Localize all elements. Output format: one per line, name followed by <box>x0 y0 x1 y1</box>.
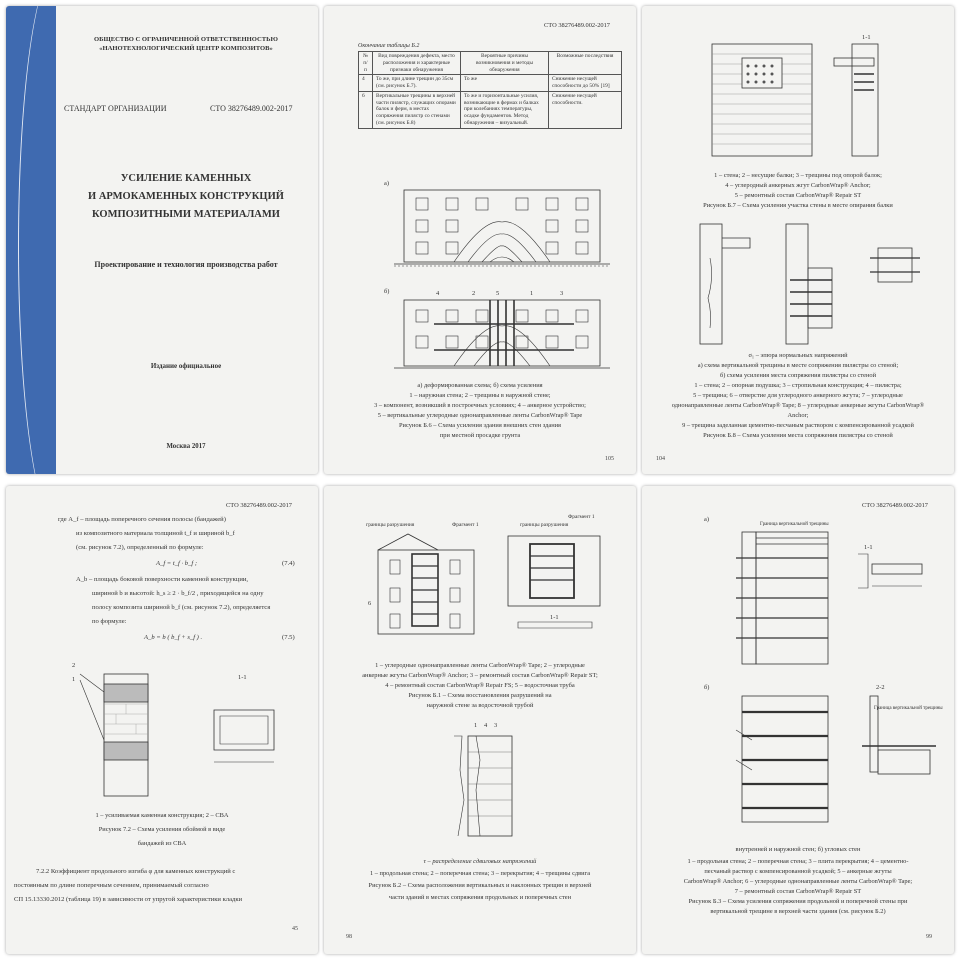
figure-title: Рисунок Б.8 – Схема усиления места сопряжения пилястры со стеной <box>703 432 893 439</box>
cell: То же, при длине трещин до 35см (см. рисунок Б.7). <box>373 75 461 92</box>
page-99[interactable] <box>642 486 954 954</box>
diagram-label: границы разрушения <box>520 522 569 528</box>
cover-std-label: СТАНДАРТ ОРГАНИЗАЦИИ <box>64 104 167 113</box>
beam-support-drawing <box>702 34 902 164</box>
figure-caption: 4 – ремонтный состав CarbonWrap® Repair FS; 5 – водосточная труба <box>385 682 575 689</box>
callout-1: 1 <box>474 722 478 729</box>
diagram-label: границы разрушения <box>366 522 415 528</box>
column-wrap-drawing <box>76 670 296 800</box>
fig-label-b: б) <box>384 288 390 295</box>
cell: 4 <box>359 75 373 92</box>
figure-caption: 7 – ремонтный состав CarbonWrap® Repair ST <box>734 888 862 895</box>
cover-org: ОБЩЕСТВО С ОГРАНИЧЕННОЙ ОТВЕТСТВЕННОСТЬЮ <box>94 36 278 43</box>
figure-title: Рисунок Б.1 – Схема восстановления разрушений на <box>408 692 552 699</box>
figure-caption: 5 – трещина; 6 – отверстие для углеродного анкерного жгута; 7 – углеродные <box>693 392 903 399</box>
page-number: 45 <box>292 926 298 932</box>
figure-caption: 9 – трещина заделанная цементно-песчаным раствором с компенсированной усадкой <box>682 422 914 429</box>
figure-caption: внутренней и наружной стен; б) угловых стен <box>735 846 861 853</box>
formula-number: (7.5) <box>282 634 295 641</box>
callout-3: 3 <box>560 290 564 297</box>
fig-callout-2: 2 <box>72 662 76 669</box>
table-header-row <box>359 52 622 75</box>
cover-city-year: Москва 2017 <box>166 443 206 450</box>
callout-3: 3 <box>494 722 498 729</box>
wall-junction-drawing-b <box>722 690 942 840</box>
text-line: A_b – площадь боковой поверхности каменной конструкции, <box>76 576 249 583</box>
cell: То же <box>461 75 549 92</box>
figure-title: Рисунок Б.3 – Схема усиления сопряжения продольной и поперечной стены при <box>688 898 908 905</box>
text-line: из композитного материала толщиной t_f и шириной b_f <box>76 530 235 537</box>
fig-label-b: б) <box>704 684 710 691</box>
shear-crack-drawing <box>450 730 530 840</box>
table-row <box>359 75 622 92</box>
section-label: 1-1 <box>862 34 871 41</box>
cover-subtitle: Проектирование и технология производства работ <box>94 260 278 269</box>
page-number: 99 <box>926 934 932 940</box>
text-line: шириной b и высотой: h_s ≥ 2 · b_f/2 , приходящейся на одну <box>92 590 264 597</box>
page-header: СТО 38276489.002-2017 <box>226 502 292 509</box>
th-consequences: Возможные последствия <box>549 52 622 75</box>
text-line: постоянным по длине поперечным сечением, принимаемый согласно <box>14 882 209 889</box>
figure-caption: б) схема усиления места сопряжения пилястры со стеной <box>719 372 877 379</box>
figure-caption: анкерные жгуты CarbonWrap® Anchor; 3 – ремонтный состав CarbonWrap® Repair ST; <box>362 672 598 679</box>
figure-title: наружной стене за водосточной трубой <box>426 702 534 709</box>
figure-title: вертикальной трещине в верхней части здания (см. рисунок Б.2) <box>710 908 886 915</box>
figure-title: при местной просадке грунта <box>439 432 521 439</box>
cover-title-1: УСИЛЕНИЕ КАМЕННЫХ <box>120 173 252 184</box>
figure-title: Рисунок Б.6 – Схема усиления здания внешних стен здания <box>399 422 561 429</box>
table-row <box>359 91 622 128</box>
cover-title-3: КОМПОЗИТНЫМИ МАТЕРИАЛАМИ <box>92 209 280 220</box>
figure-caption: 3 – компонент, возникший в построечных условиях; 4 – анкерное устройство; <box>374 402 586 409</box>
cover-edition: Издание официальное <box>150 362 222 370</box>
defects-table <box>358 51 622 129</box>
cover-title-2: И АРМОКАМЕННЫХ КОНСТРУКЦИЙ <box>88 191 284 202</box>
text-line: полосу композита шириной b_f (см. рисунок 7.2), определяется <box>92 604 271 611</box>
diagram-label: Фрагмент 1 <box>452 522 479 528</box>
figure-caption: а) схема вертикальной трещины в месте сопряжения пилястры со стеной; <box>697 362 899 369</box>
figure-caption: 1 – продольная стена; 2 – поперечная стена; 3 – перекрытия; 4 – трещины сдвига <box>369 870 591 877</box>
pilaster-drawing <box>690 218 930 348</box>
callout-5: 5 <box>496 290 500 297</box>
figure-caption: песчаный раствор с компенсированной усадкой; 5 – анкерные жгуты <box>704 868 892 875</box>
page-98[interactable] <box>324 486 636 954</box>
page-45[interactable] <box>6 486 318 954</box>
callout-6: 6 <box>368 600 372 607</box>
text-line: (см. рисунок 7.2), определенный по формуле: <box>76 544 204 551</box>
figure-caption: 4 – углеродный анкерных жгут CarbonWrap® Anchor; <box>725 182 871 189</box>
cell: Снижение несущей способности до 50% [19] <box>549 75 622 92</box>
figure-caption: 1 – наружная стена; 2 – трещины в наружной стене; <box>409 392 551 399</box>
diagram-label: Фрагмент 1 <box>568 514 595 520</box>
figure-title: Рисунок Б.2 – Схема расположения вертикальных и наклонных трещин в верхней <box>368 882 592 889</box>
figure-caption: однонаправленные ленты CarbonWrap® Tape; 8 – углеродные анкерные жгуты CarbonWrap® <box>671 402 925 409</box>
diagram-label: Граница вертикальной трещины <box>874 706 943 711</box>
section-label: 1-1 <box>550 614 559 621</box>
cover-std-code: СТО 38276489.002-2017 <box>210 104 293 113</box>
figure-caption: Anchor; <box>787 412 809 419</box>
cover-stripe-arc <box>18 6 98 474</box>
fig-label-a: а) <box>384 180 389 187</box>
page-number: 98 <box>346 934 352 940</box>
th-defect: Вид повреждения дефекта, место расположения и характерные признаки обнаружения <box>373 52 461 75</box>
figure-title: бандажей из CBA <box>137 840 187 847</box>
fig-label-a: а) <box>704 516 709 523</box>
text-line: где A_f – площадь поперечного сечения полосы (бандажей) <box>58 516 226 523</box>
callout-4: 4 <box>436 290 440 297</box>
section-label: 1-1 <box>238 674 247 681</box>
page-header: СТО 38276489.002-2017 <box>544 22 610 29</box>
figure-caption: 1 – углеродные однонаправленные ленты CarbonWrap® Tape; 2 – углеродные <box>375 662 585 669</box>
text-line: 7.2.2 Коэффициент продольного изгиба φ для каменных конструкций с <box>36 868 236 875</box>
page-cover[interactable] <box>6 6 318 474</box>
tau-note: τ – распределение сдвиговых напряжений <box>423 858 537 865</box>
facade-drawing-a <box>394 188 614 274</box>
figure-title: части зданий в местах сопряжения продольных и поперечных стен <box>388 894 572 901</box>
page-104[interactable] <box>642 6 954 474</box>
sigma-note: σ₁ – эпюра нормальных напряжений <box>748 352 848 359</box>
cell: То же и горизонтальные усилия, возникающие в фермах и балках при колебаниях температуры, осадке фундаментов. Метод обнаружения – визуальный. <box>461 91 549 128</box>
figure-caption: 1 – продольная стена; 2 – поперечная стена; 3 – плита перекрытия; 4 – цементно- <box>687 858 909 865</box>
formula-number: (7.4) <box>282 560 295 567</box>
callout-2: 2 <box>472 290 476 297</box>
page-number: 105 <box>605 456 614 462</box>
figure-title: Рисунок Б.7 – Схема усиления участка стены в месте опирания балки <box>703 202 893 209</box>
table-caption: Окончание таблицы Б.2 <box>358 43 420 49</box>
figure-caption: 5 – вертикальные углеродные однонаправленные ленты CarbonWrap® Tape <box>377 412 583 419</box>
figure-caption: 1 – стена; 2 – опорная подушка; 3 – стропильная конструкция; 4 – пилястра; <box>694 382 902 389</box>
text-line: СП 15.13330.2012 (таблица 19) в зависимости от упругой характеристики кладки <box>14 896 243 903</box>
cover-org-name: «НАНОТЕХНОЛОГИЧЕСКИЙ ЦЕНТР КОМПОЗИТОВ» <box>99 45 273 52</box>
th-causes: Вероятные причины возникновения и методы обнаружения <box>461 52 549 75</box>
figure-title: Рисунок 7.2 – Схема усиления обоймой в виде <box>98 826 226 833</box>
figure-caption: 1 – усиливаемая каменная конструкция; 2 – CBA <box>95 812 229 819</box>
page-number: 104 <box>656 456 665 462</box>
diagram-label: Граница вертикальной трещины <box>760 522 829 527</box>
cell: 6 <box>359 91 373 128</box>
callout-4: 4 <box>484 722 488 729</box>
text-line: по формуле: <box>92 618 127 625</box>
section-label: 2-2 <box>876 684 885 691</box>
section-label: 1-1 <box>864 544 873 551</box>
wall-junction-drawing-a <box>722 528 942 668</box>
fig-callout-1: 1 <box>72 676 76 683</box>
formula-7-5: A_b = b ( b_f + s_f ) . <box>144 634 203 641</box>
figure-caption: 5 – ремонтный состав CarbonWrap® Repair ST <box>734 192 862 199</box>
callout-1: 1 <box>530 290 534 297</box>
drainpipe-wall-drawing <box>368 530 608 640</box>
facade-drawing-b <box>394 294 614 374</box>
page-header: СТО 38276489.002-2017 <box>862 502 928 509</box>
cell: Снижение несущей способности. <box>549 91 622 128</box>
figure-caption: 1 – стена; 2 – несущие балки; 3 – трещины под опорой балок; <box>714 172 882 179</box>
page-105[interactable] <box>324 6 636 474</box>
figure-caption: CarbonWrap® Anchor; 6 – углеродные однонаправленные ленты CarbonWrap® Tape; <box>683 878 913 885</box>
formula-7-4: A_f = t_f · b_f ; <box>156 560 198 567</box>
th-num: № п/п <box>359 52 373 75</box>
cell: Вертикальные трещины в верхней части пилястр, служащих опорами балок и ферм, в местах сопряжения пилястр со стенами (см. рисунок Б.8) <box>373 91 461 128</box>
figure-caption: а) деформированная схема; б) схема усиления <box>417 382 543 389</box>
